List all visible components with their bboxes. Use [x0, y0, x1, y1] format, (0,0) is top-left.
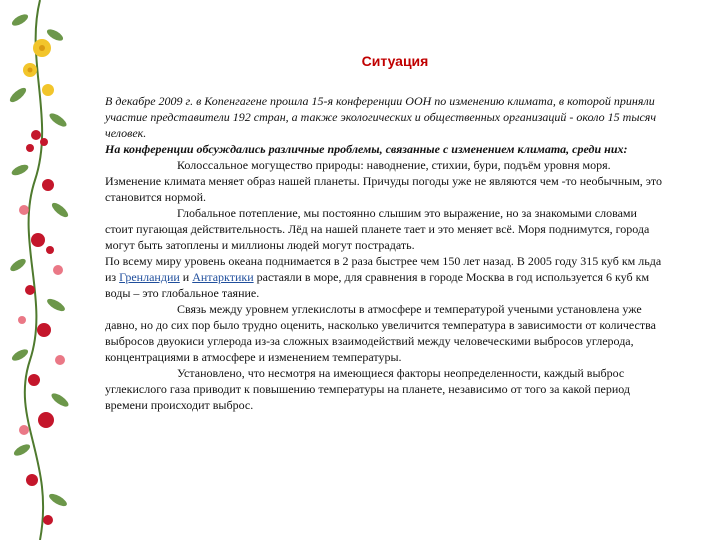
floral-border-decoration	[0, 0, 80, 540]
paragraph-emissions-conclusion: Установлено, что несмотря на имеющиеся факторы неопределенности, каждый выброс углекислого газа приводит к повышению температуры на планете, независимо от того за какой период времени происходит выброс.	[105, 366, 631, 412]
greenland-link[interactable]: Гренландии	[119, 270, 180, 284]
question-paragraph: На конференции обсуждались различные проблемы, связанные с изменением климата, среди них:	[105, 142, 628, 156]
slide-body	[105, 93, 665, 413]
antarctica-link[interactable]: Антарктики	[192, 270, 254, 284]
ocean-text-mid: и	[179, 270, 193, 284]
ocean-text-after: растаяли в море, для сравнения в городе Москва в год используется 6 куб км воды – это глобальное таяние.	[105, 270, 650, 300]
paragraph-global-warming: Глобальное потепление, мы постоянно слышим это выражение, но за знакомыми словами стоит пугающая действительность. Лёд на нашей планете тает и это меняет всё. Моря поднимутся, города могут быть затоплены и миллионы людей могут пострадать.	[105, 206, 650, 252]
paragraph-co2-temperature: Связь между уровнем углекислоты в атмосфере и температурой учеными установлена уже давно, но до сих пор было трудно оценить, насколько увеличится температура в зависимости от количества выбросов двуокиси углерода из-за сложных взаимодействий между человеческими выбросов углерода, концентрациями в атмосфере и изменением температуры.	[105, 302, 656, 364]
paragraph-nature-power: Колоссальное могущество природы: наводнение, стихии, бури, подъём уровня моря. Изменение климата меняет образ нашей планеты. Причуды погоды уже не являются чем -то необычным, это становится нормой.	[105, 158, 663, 204]
paragraph-ocean-level	[105, 253, 665, 301]
intro-paragraph: В декабре 2009 г. в Копенгагене прошла 15-я конференции ООН по изменению климата, в которой приняли участие представители 192 стран, а также экологических и общественных организаций - около 15 тысяч человек.	[105, 94, 657, 140]
ocean-text-before: По всему миру уровень океана поднимается в 2 раза быстрее чем 150 лет назад. В 2005 году 315 куб км льда из	[105, 254, 662, 284]
slide-title: Ситуация	[361, 53, 429, 69]
